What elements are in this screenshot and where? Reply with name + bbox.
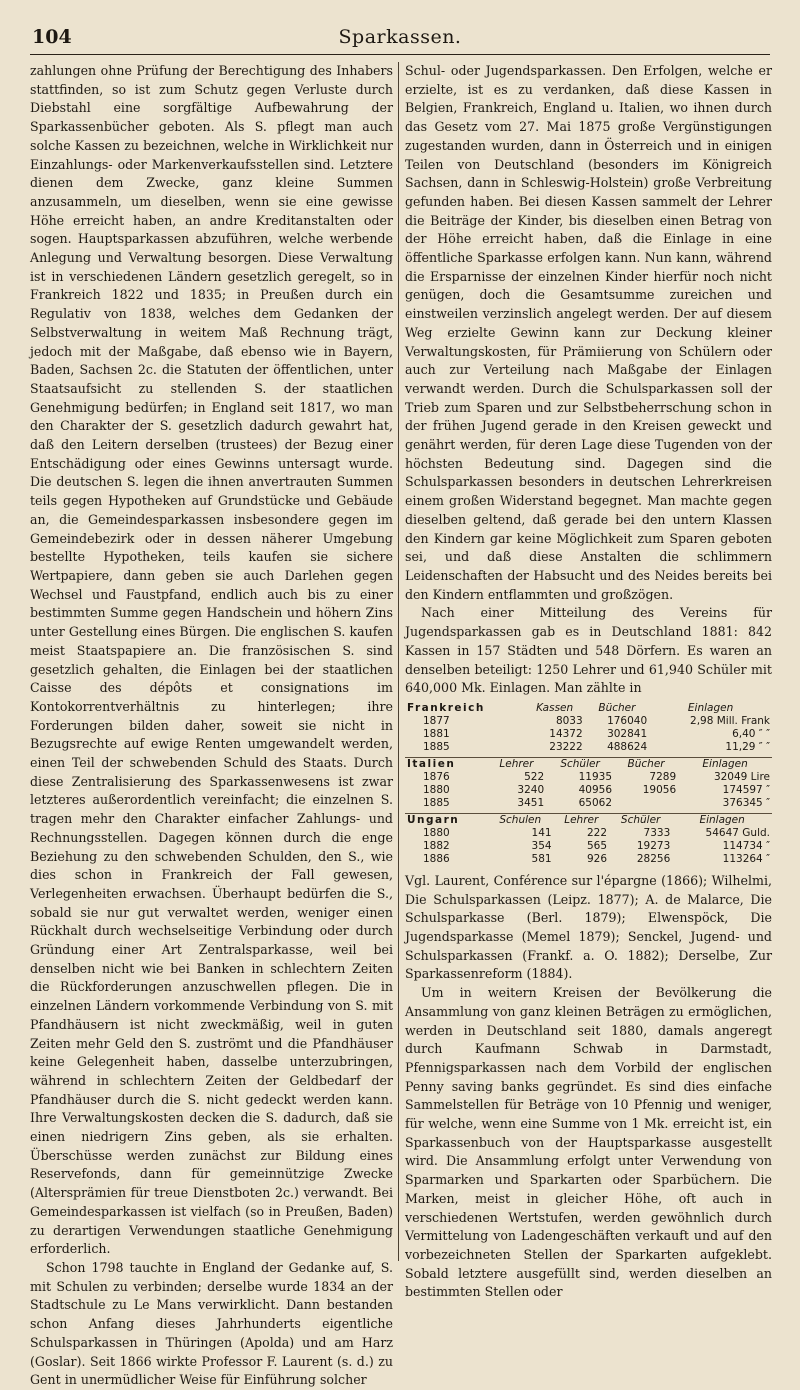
table-cell: 3240 — [517, 783, 545, 796]
page-number: 104 — [32, 26, 72, 48]
table-row — [405, 771, 772, 784]
table-cell: 40956 — [578, 783, 612, 796]
table-header-row — [405, 814, 772, 827]
column-header: Lehrer — [499, 757, 534, 770]
column-header: Schüler — [620, 813, 661, 826]
running-title: Sparkassen. — [338, 26, 462, 48]
table-frankreich — [405, 702, 772, 754]
right-paragraph: Nach einer Mitteilung des Vereins für Jugendsparkassen gab es in Deutschland 1881: 842 Kassen in 157 Städten und 548 Dörfern. Es waren an denselben beteiligt: 1250 Lehrer und 61,940 Schüler mit 640,000 Mk. Einlagen. Man zählte in — [405, 605, 772, 696]
table-cell: 1885 — [423, 740, 450, 753]
table-cell: 1881 — [423, 727, 450, 740]
left-paragraph: zahlungen ohne Prüfung der Berechtigung des Inhabers stattfinden, so ist zum Schutz gegen Verluste durch Diebstahl eine sorgfältige Aufbewahrung der Sparkassenbücher geboten. Als S. pflegt man auch solche Kassen zu bezeichnen, welche in Wirklichkeit nur Einzahlungs- oder Markenverkaufsstellen sind. Letztere dienen dem Zwecke, ganz kleine Summen anzusammeln, um dieselben, wenn sie eine gewisse Höhe erreicht haben, an andre Kreditanstalten oder sogen. Hauptsparkassen abzuführen, welche werbende Anlegung und Verwaltung besorgen. Diese Verwaltung ist in verschiedenen Ländern gesetzlich geregelt, so in Frankreich 1822 und 1835; in Preußen durch ein Regulativ von 1838, welches dem Gedanken der Selbstverwaltung in weitem Maß Rechnung trägt, jedoch mit der Maßgabe, daß ebenso wie in Bayern, Baden, Sachsen 2c. die Statuten der öffentlichen, unter Staatsaufsicht zu stellenden S. der staatlichen Genehmigung bedürfen; in England seit 1817, wo man den Charakter der S. gesetzlich dadurch gewahrt hat, daß den Leitern derselben (trustees) der Bezug einer Entschädigung oder eines Gewinns untersagt wurde. Die deutschen S. legen die ihnen anvertrauten Summen teils gegen Hypotheken auf Grundstücke und Gebäude an, die Gemeindesparkassen insbesondere gegen im Gemeindebezirk oder in dessen näherer Umgebung bestellte Hypotheken, teils kaufen sie sichere Wertpapiere, dann geben sie auch Darlehen gegen Wechsel und Faustpfand, endlich auch bis zu einer bestimmten Summe gegen Handschein und höhern Zins unter Gestellung eines Bürgen. Die englischen S. kaufen meist Staatspapiere an. Die französischen S. sind gesetzlich gehalten, die Einlagen bei der staatlichen Caisse des dépôts et consignations im Kontokorrentverhältnis zu hinterlegen; ihre Forderungen bilden daher, soweit sie nicht in Bezugsrechte auf ewige Renten umgewandelt werden, einen Teil der schwebenden Schuld des Staats. Durch diese Zentralisierung des Sparkassenwesens ist zwar letzteres außerordentlich vereinfacht; die einzelnen S. tragen mehr den Charakter einfacher Zahlungs- und Rechnungsstellen. Dagegen können durch die enge Beziehung zu den schwebenden Schulden, den S., wie dies schon in Frankreich der Fall gewesen, Verlegenheiten erwachsen. Überhaupt bedürfen die S., sobald sie nur gut verwaltet werden, weniger einen Rückhalt durch wechselseitige Verbindung oder durch Gründung einer Art Zentralsparkasse, weil bei denselben nicht wie bei Banken in schlechtern Zeiten die Rückforderungen anzuschwellen pflegen. Die in einzelnen Ländern vorkommende Verbindung von S. mit Pfandhäusern ist nicht zweckmäßig, weil in guten Zeiten mehr Geld den S. zuströmt und die Pfandhäuser keine Gelegenheit haben, dasselbe unterzubringen, während in schlechtern Zeiten der Geldbedarf der Pfandhäuser durch die S. nicht gedeckt werden kann. Ihre Verwaltungskosten decken die S. dadurch, daß sie einen niedrigern Zins geben, als sie erhalten. Überschüsse werden zunächst zur Bildung eines Reservefonds, dann für gemeinnützige Zwecke (Altersprämien für treue Dienstboten 2c.) verwandt. Bei Gemeindesparkassen ist vielfach (so in Preußen, Baden) zu derartigen Verwendungen staatliche Genehmigung erforderlich. — [30, 63, 393, 1257]
table-row — [405, 715, 772, 728]
country-label: Frankreich — [407, 701, 485, 714]
column-header: Schüler — [560, 757, 600, 770]
table-cell: 1882 — [423, 839, 450, 852]
table-cell: 565 — [586, 839, 607, 852]
column-header: Kassen — [536, 701, 574, 714]
table-row — [405, 853, 772, 866]
table-row — [405, 784, 772, 797]
table-cell: 23222 — [549, 740, 583, 753]
table-cell: 19056 — [642, 783, 677, 796]
country-label: Italien — [407, 757, 456, 770]
table-cell: 113264 ″ — [722, 852, 770, 865]
table-cell: 2,98 Mill. Frank — [690, 714, 770, 727]
table-cell: 174597 ″ — [722, 783, 770, 796]
table-row — [405, 840, 772, 853]
column-header: Bücher — [598, 701, 636, 714]
right-paragraph: Um in weitern Kreisen der Bevölkerung die Ansammlung von ganz kleinen Beträgen zu ermöglichen, werden in Deutschland seit 1880, damals angeregt durch Kaufmann Schwab in Darmstadt, Pfennigsparkassen nach dem Vorbild der englischen Penny saving banks gegründet. Es sind dies einfache Sammelstellen für Beträge von 10 Pfennig und weniger, für welche, wenn eine Summe von 1 Mk. erreicht ist, ein Sparkassenbuch von der Hauptsparkasse ausgestellt wird. Die Ansammlung erfolgt unter Verwendung von Sparmarken und Sparkarten oder Sparbüchern. Die Marken, meist in gleicher Höhe, oft auch in verschiedenen Wertstufen, werden gewöhnlich durch Vermittelung von Ladengeschäften verkauft und auf den vorbezeichneten Stellen der Sparkarten aufgeklebt. Sobald letztere ausgefüllt sind, werden dieselben an bestimmten Stellen oder — [405, 985, 772, 1300]
table-cell: 3451 — [517, 796, 545, 809]
table-cell: 354 — [531, 839, 552, 852]
column-header: Einlagen — [699, 813, 745, 826]
right-paragraph: Schul- oder Jugendsparkassen. Den Erfolgen, welche er erzielte, ist es zu verdanken, daß diese Kassen in Belgien, Frankreich, England u. Italien, wo ihnen durch das Gesetz vom 27. Mai 1875 große Vergünstigungen zugestanden wurden, dann in Österreich und in einigen Teilen von Deutschland (besonders im Königreich Sachsen, dann in Schleswig-Holstein) große Verbreitung gefunden haben. Bei diesen Kassen sammelt der Lehrer die Beiträge der Kinder, bis dieselben einen Betrag von der Höhe erreicht haben, daß die Einlage in eine öffentliche Sparkasse erfolgen kann. Nun kann, während die Ersparnisse der einzelnen Kinder hierfür noch nicht genügen, doch die Gesamtsumme zureichen und einstweilen verzinslich angelegt werden. Der auf diesem Weg erzielte Gewinn kann zur Deckung kleiner Verwaltungskosten, für Prämiierung von Schülern oder auch zur Verteilung nach Maßgabe der Einlagen verwandt werden. Durch die Schulsparkassen soll der Trieb zum Sparen und zur Selbstbeherrschung schon in der frühen Jugend gerade in den Kreisen geweckt und genährt werden, für deren Lage diese Tugenden von der höchsten Bedeutung sind. Dagegen sind die Schulsparkassen besonders in deutschen Lehrerkreisen einem großen Widerstand begegnet. Man machte gegen dieselben geltend, daß gerade bei den untern Klassen den Kindern gar keine Möglichkeit zum Sparen geboten sei, und daß diese Anstalten die schlimmern Leidenschaften der Habsucht und des Neides bereits bei den Kindern entflammten und großzögen. — [405, 63, 772, 602]
table-cell — [614, 797, 678, 810]
column-header: Schulen — [499, 813, 542, 826]
column-header: Einlagen — [702, 757, 748, 770]
right-column — [405, 62, 772, 1300]
table-cell: 54647 Guld. — [705, 826, 770, 839]
table-cell: 114734 ″ — [722, 839, 770, 852]
table-cell: 1880 — [423, 783, 450, 796]
country-label: Ungarn — [407, 813, 460, 826]
table-cell: 302841 — [607, 727, 648, 740]
table-cell: 32049 Lire — [713, 770, 770, 783]
left-paragraph: Schon 1798 tauchte in England der Gedanke auf, S. mit Schulen zu verbinden; derselbe wurde 1834 an der Stadtschule zu Le Mans verwirklicht. Dann bestanden schon Anfang dieses Jahrhunderts eigentliche Schulsparkassen in Thüringen (Apolda) und am Harz (Goslar). Seit 1866 wirkte Professor F. Laurent (s. d.) zu Gent in unermüdlicher Weise für Einführung solcher — [30, 1260, 393, 1388]
statistics-tables — [405, 702, 772, 866]
table-cell: 522 — [524, 770, 545, 783]
table-cell: 1876 — [423, 770, 450, 783]
table-cell: 65062 — [578, 796, 612, 809]
column-divider — [398, 62, 399, 1261]
table-ungarn — [405, 814, 772, 866]
table-header-row — [405, 758, 772, 771]
table-italien — [405, 758, 772, 810]
table-cell: 581 — [531, 852, 552, 865]
table-cell: 19273 — [636, 839, 671, 852]
column-header: Einlagen — [687, 701, 734, 714]
left-column — [30, 62, 393, 1388]
column-header: Bücher — [627, 757, 665, 770]
table-cell: 6,40 ″ ″ — [732, 727, 770, 740]
page-header — [30, 22, 770, 55]
column-header: Lehrer — [564, 813, 599, 826]
table-cell: 222 — [586, 826, 607, 839]
table-cell: 926 — [586, 852, 607, 865]
table-cell: 7333 — [643, 826, 671, 839]
table-header-row — [405, 702, 772, 715]
table-row — [405, 797, 772, 810]
table-cell: 14372 — [549, 727, 583, 740]
table-cell: 1886 — [423, 852, 450, 865]
table-cell: 176040 — [607, 714, 648, 727]
table-cell: 7289 — [649, 770, 677, 783]
references-paragraph: Vgl. Laurent, Conférence sur l'épargne (1866); Wilhelmi, Die Schulsparkassen (Leipz. 1877); A. de Malarce, Die Schulsparkasse (Berl. 1879); Elwenspöck, Die Jugendsparkasse (Memel 1879); Senckel, Jugend- und Schulsparkassen (Frankf. a. O. 1882); Derselbe, Zur Sparkassenreform (1884). — [405, 872, 772, 982]
table-cell: 28256 — [636, 852, 671, 865]
table-cell: 8033 — [555, 714, 583, 727]
table-cell: 11935 — [578, 770, 612, 783]
table-cell: 141 — [531, 826, 552, 839]
table-row — [405, 741, 772, 754]
table-cell: 376345 ″ — [722, 796, 770, 809]
table-cell: 11,29 ″ ″ — [725, 740, 770, 753]
table-row — [405, 728, 772, 741]
table-cell: 1880 — [423, 826, 450, 839]
table-row — [405, 827, 772, 840]
table-cell: 1885 — [423, 796, 450, 809]
table-cell: 1877 — [423, 714, 450, 727]
table-cell: 488624 — [607, 740, 648, 753]
